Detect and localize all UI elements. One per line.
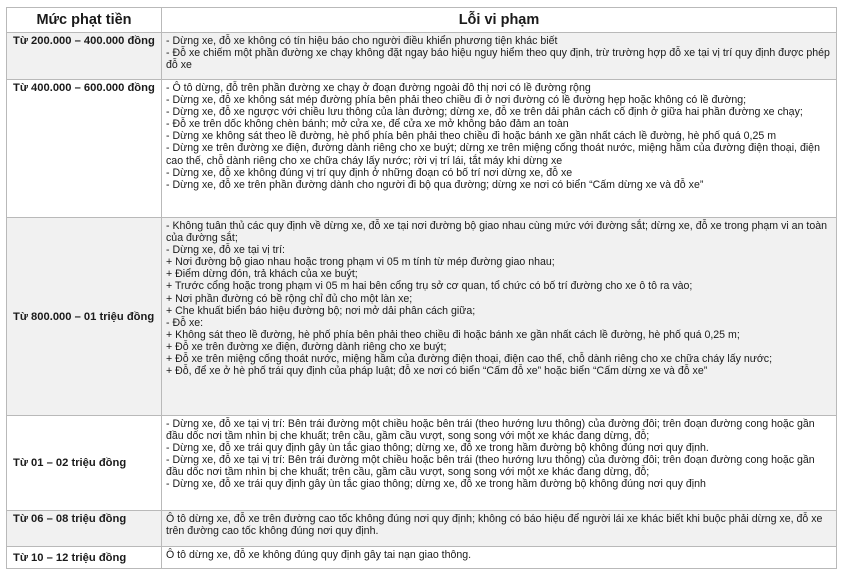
violation-line: - Đỗ xe: [166,316,204,329]
header-row [7,8,837,33]
table-row [7,547,837,569]
violation-line: - Dừng xe, đỗ xe tại vị trí: Bên trái đường một chiều hoặc bên trái (theo hướng lưu thông) của đường đôi; trên đoạn đường cong hoặc gần đầu dốc nơi tầm nhìn bị che khuất; trên cầu, gầm cầu vượt, song song với một xe khác đang dừng, đỗ; [166,418,815,443]
violation-list [162,511,837,547]
fines-table [6,7,837,569]
violation-line: - Dừng xe, đỗ xe trái quy định gây ùn tắc giao thông; dừng xe, đỗ xe trong hầm đường bộ không đúng nơi quy định. [166,442,709,455]
violation-line: - Dừng xe không sát theo lề đường, hè phố phía bên phải theo chiều đi hoặc bánh xe gần nhất cách lề đường, hè phố quá 0,25 m [166,130,777,143]
violation-list [162,416,837,511]
violation-line: - Không tuân thủ các quy định về dừng xe, đỗ xe tại nơi đường bộ giao nhau cùng mức với đường sắt; dừng xe, đỗ xe trong phạm vi an toàn của đường sắt; [166,220,828,245]
violation-line: - Dừng xe, đỗ xe trên phần đường dành cho người đi bộ qua đường; dừng xe nơi có biển “Cấm dừng xe và đỗ xe” [166,178,704,191]
violation-line: - Dừng xe, đỗ xe ngược với chiều lưu thông của làn đường; dừng xe, đỗ xe trên dải phân cách cố định ở giữa hai phần đường xe chạy; [166,106,803,119]
header-fine-amount: Mức phạt tiền [7,8,162,33]
fine-amount: Từ 01 – 02 triệu đồng [7,416,162,511]
table-row [7,33,837,80]
violation-line: - Dừng xe, đỗ xe tại vị trí: Bên trái đường một chiều hoặc bên trái (theo hướng lưu thông) của đường đôi; trên đoạn đường cong hoặc gần đầu dốc nơi tầm nhìn bị che khuất; trên cầu, gầm cầu vượt, song song với một xe khác đang dừng, đỗ; [166,454,815,479]
violation-line: + Đỗ xe trên miệng cống thoát nước, miệng hầm của đường điện thoại, điện cao thế, chỗ dành riêng cho xe chữa cháy lấy nước; [166,353,773,366]
violation-line: Ô tô dừng xe, đỗ xe không đúng quy định gây tai nạn giao thông. [166,549,472,561]
violation-line: - Dừng xe, đỗ xe trái quy định gây ùn tắc giao thông; dừng xe, đỗ xe trong hầm đường bộ không đúng nơi quy định [166,478,706,491]
violation-list [162,547,837,569]
violation-line: - Ô tô dừng, đỗ trên phần đường xe chạy ở đoạn đường ngoài đô thị nơi có lề đường rộng [166,82,591,94]
violation-line: - Đỗ xe trên dốc không chèn bánh; mở cửa xe, để cửa xe mở không bảo đảm an toàn [166,118,569,131]
violation-line: + Trước cổng hoặc trong phạm vi 05 m hai bên cổng trụ sở cơ quan, tổ chức có bố trí đường cho xe ô tô ra vào; [166,280,693,293]
violation-line: + Nơi phần đường có bề rộng chỉ đủ cho một làn xe; [166,292,413,305]
violation-line: - Dừng xe, đỗ xe không có tín hiệu báo cho người điều khiển phương tiện khác biết [166,35,558,47]
violation-line: + Đỗ xe trên đường xe điện, đường dành riêng cho xe buýt; [166,340,447,353]
violation-list [162,33,837,80]
violation-line: - Dừng xe trên đường xe điện, đường dành riêng cho xe buýt; dừng xe trên miệng cống thoát nước, miệng hầm của đường điện thoại, điện cao thế, chỗ dành riêng cho xe chữa cháy lấy nước; rời vị trí lái, tắt máy khi dừng xe [166,142,820,167]
table-row [7,80,837,218]
violation-line: - Dừng xe, đỗ xe không sát mép đường phía bên phải theo chiều đi ở nơi đường có lề đường hẹp hoặc không có lề đường; [166,94,747,107]
fine-amount: Từ 400.000 – 600.000 đồng [7,80,162,218]
violation-line: + Đỗ, để xe ở hè phố trái quy định của pháp luật; đỗ xe nơi có biển “Cấm đỗ xe” hoặc biển “Cấm dừng xe và đỗ xe” [166,365,708,378]
fine-amount: Từ 10 – 12 triệu đồng [7,547,162,569]
fine-amount: Từ 800.000 – 01 triệu đồng [7,218,162,416]
violation-line: + Nơi đường bộ giao nhau hoặc trong phạm vi 05 m tính từ mép đường giao nhau; [166,256,555,269]
table-row [7,416,837,511]
violation-line: + Điểm dừng đón, trả khách của xe buýt; [166,268,358,281]
table-row [7,511,837,547]
fine-amount: Từ 200.000 – 400.000 đồng [7,33,162,80]
violation-line: - Dừng xe, đỗ xe tại vị trí: [166,244,285,257]
table-row [7,218,837,416]
violation-line: - Dừng xe, đỗ xe không đúng vị trí quy định ở những đoạn có bố trí nơi dừng xe, đỗ xe [166,166,573,179]
violation-list [162,80,837,218]
violation-line: - Đỗ xe chiếm một phần đường xe chạy không đặt ngay báo hiệu nguy hiểm theo quy định, trừ trường hợp đỗ xe tại vị trí quy định được phép đỗ xe [166,47,830,72]
header-violation: Lỗi vi phạm [162,8,837,33]
violation-list [162,218,837,416]
violation-line: Ô tô dừng xe, đỗ xe trên đường cao tốc không đúng nơi quy định; không có báo hiệu để người lái xe khác biết khi buộc phải dừng xe, đỗ xe trên đường cao tốc không đúng nơi quy định. [166,513,823,538]
fine-amount: Từ 06 – 08 triệu đồng [7,511,162,547]
violation-line: + Che khuất biển báo hiệu đường bộ; nơi mở dải phân cách giữa; [166,304,476,317]
violation-line: + Không sát theo lề đường, hè phố phía bên phải theo chiều đi hoặc bánh xe gần nhất cách lề đường, hè phố quá 0,25 m; [166,328,740,341]
